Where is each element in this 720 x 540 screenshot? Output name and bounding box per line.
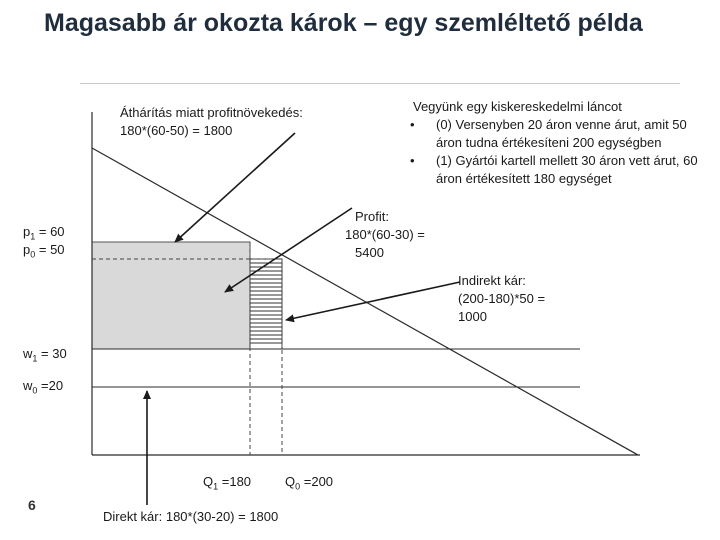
indirect-arrow xyxy=(286,282,460,320)
profit-note xyxy=(345,208,425,262)
indirect-line1: Indirekt kár: xyxy=(458,273,526,288)
retailer-heading: Vegyünk egy kiskereskedelmi láncot xyxy=(413,99,622,114)
q1-label: $Q_1 =180$ xyxy=(203,474,252,492)
retailer-note xyxy=(410,98,715,188)
w0-label: $w_0 =20$ xyxy=(23,378,64,396)
pass-through-note xyxy=(120,104,303,140)
p1-label: $p_1 = 60$ xyxy=(23,224,65,242)
bullet-text: (1) Gyártói kartell mellett 30 áron vett árut, 60 áron értékesített 180 egységet xyxy=(436,153,698,186)
pass-through-line2: 180*(60-50) = 1800 xyxy=(120,123,233,138)
list-item xyxy=(410,116,715,152)
retailer-bullets xyxy=(410,116,715,188)
pass-through-line1: Áthárítás miatt profitnövekedés: xyxy=(120,105,303,120)
profit-line1: Profit: xyxy=(355,209,389,224)
q0-label: $Q_0 =200$ xyxy=(285,474,334,492)
profit-line3: 5400 xyxy=(355,245,384,260)
list-item xyxy=(410,152,715,188)
bullet-text: (0) Versenyben 20 áron venne árut, amit 50 áron tudna értékesíteni 200 egységben xyxy=(436,117,687,150)
page-title: Magasabb ár okozta károk – egy szemléltető példa xyxy=(44,9,643,37)
w1-label: $w_1 = 30$ xyxy=(23,346,67,364)
bullet-glyph: • xyxy=(410,153,415,168)
page-number: 6 xyxy=(28,497,36,513)
direct-loss-note: Direkt kár: 180*(30-20) = 1800 xyxy=(103,509,279,524)
pass-through-arrow xyxy=(175,133,295,242)
indirect-loss-note xyxy=(458,272,545,326)
bullet-glyph: • xyxy=(410,117,415,132)
profit-shaded-area xyxy=(92,242,250,349)
p0-label: $p_0 = 50$ xyxy=(23,242,65,260)
profit-line2: 180*(60-30) = xyxy=(345,227,425,242)
indirect-line2: (200-180)*50 = xyxy=(458,291,546,306)
indirect-line3: 1000 xyxy=(458,309,487,324)
